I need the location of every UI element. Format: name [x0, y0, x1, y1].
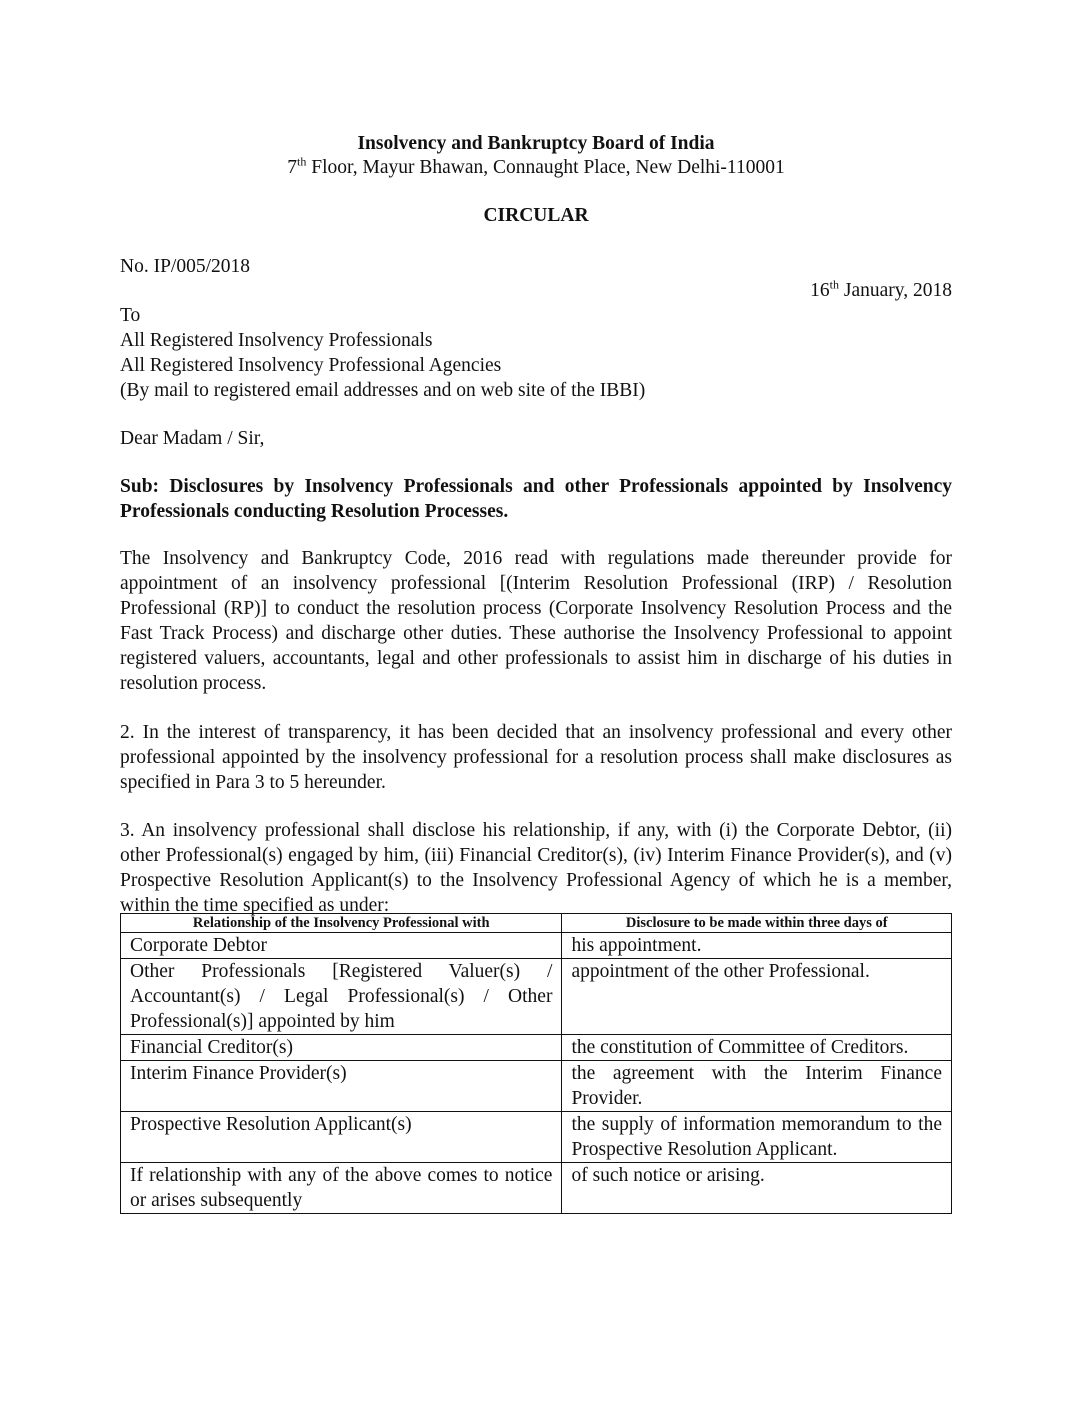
table-cell-disclosure: of such notice or arising.	[562, 1163, 952, 1214]
addressee-block	[120, 303, 952, 403]
table-cell-relationship: Other Professionals [Registered Valuer(s) / Accountant(s) / Legal Professional(s) / Other Professional(s)] appointed by him	[121, 959, 562, 1035]
address-rest: Floor, Mayur Bhawan, Connaught Place, New Delhi-110001	[306, 157, 785, 178]
addressee-to: To	[120, 305, 141, 326]
addressee-line: (By mail to registered email addresses and on web site of the IBBI)	[120, 380, 646, 401]
organization-address	[120, 155, 952, 180]
table-cell-disclosure: his appointment.	[562, 933, 952, 959]
address-floor-number: 7	[287, 157, 298, 178]
table-cell-disclosure: the agreement with the Interim Finance Provider.	[562, 1061, 952, 1112]
subject-line: Sub: Disclosures by Insolvency Professionals and other Professionals appointed by Insolvency Professionals conducting Resolution Processes.	[120, 476, 952, 522]
table-row	[121, 1061, 952, 1112]
table-row	[121, 1035, 952, 1061]
paragraph-1: The Insolvency and Bankruptcy Code, 2016 read with regulations made thereunder provide for appointment of an insolvency professional [(Interim Resolution Professional (IRP) / Resolution Professional (RP)] to conduct the resolution process (Corporate Insolvency Resolution Process and the Fast Track Process) and discharge other duties. These authorise the Insolvency Professional to appoint registered valuers, accountants, legal and other professionals to assist him in discharge of his duties in resolution process.	[120, 548, 952, 694]
table-cell-disclosure: the constitution of Committee of Creditors.	[562, 1035, 952, 1061]
table-cell-disclosure: appointment of the other Professional.	[562, 959, 952, 1035]
column-header-disclosure: Disclosure to be made within three days of	[562, 914, 952, 933]
disclosure-table	[120, 913, 952, 1214]
table-row	[121, 959, 952, 1035]
salutation: Dear Madam / Sir,	[120, 428, 265, 449]
paragraph-3: 3. An insolvency professional shall disclose his relationship, if any, with (i) the Corporate Debtor, (ii) other Professional(s) engaged by him, (iii) Financial Creditor(s), (iv) Interim Finance Provider(s), and (v) Prospective Resolution Applicant(s) to the Insolvency Professional Agency of which he is a member, within the time specified as under:	[120, 820, 952, 916]
address-floor-superscript: th	[297, 154, 307, 169]
table-row	[121, 1163, 952, 1214]
table-cell-relationship: Financial Creditor(s)	[121, 1035, 562, 1061]
circular-title: CIRCULAR	[483, 205, 589, 226]
column-header-relationship: Relationship of the Insolvency Professional with	[121, 914, 562, 933]
table-header-row	[121, 914, 952, 933]
addressee-line: All Registered Insolvency Professionals	[120, 330, 433, 351]
circular-date	[810, 278, 952, 303]
organization-name: Insolvency and Bankruptcy Board of India	[357, 133, 715, 154]
table-cell-disclosure: the supply of information memorandum to the Prospective Resolution Applicant.	[562, 1112, 952, 1163]
paragraph-2: 2. In the interest of transparency, it has been decided that an insolvency professional and every other professional appointed by the insolvency professional for a resolution process shall make disclosures as specified in Para 3 to 5 hereunder.	[120, 722, 952, 793]
addressee-line: All Registered Insolvency Professional Agencies	[120, 355, 502, 376]
date-rest: January, 2018	[838, 280, 952, 301]
circular-number: No. IP/005/2018	[120, 256, 251, 277]
table-row	[121, 1112, 952, 1163]
table-cell-relationship: If relationship with any of the above comes to notice or arises subsequently	[121, 1163, 562, 1214]
date-day: 16	[810, 280, 830, 301]
table-row	[121, 933, 952, 959]
date-superscript: th	[829, 277, 839, 292]
table-cell-relationship: Corporate Debtor	[121, 933, 562, 959]
table-cell-relationship: Interim Finance Provider(s)	[121, 1061, 562, 1112]
table-cell-relationship: Prospective Resolution Applicant(s)	[121, 1112, 562, 1163]
